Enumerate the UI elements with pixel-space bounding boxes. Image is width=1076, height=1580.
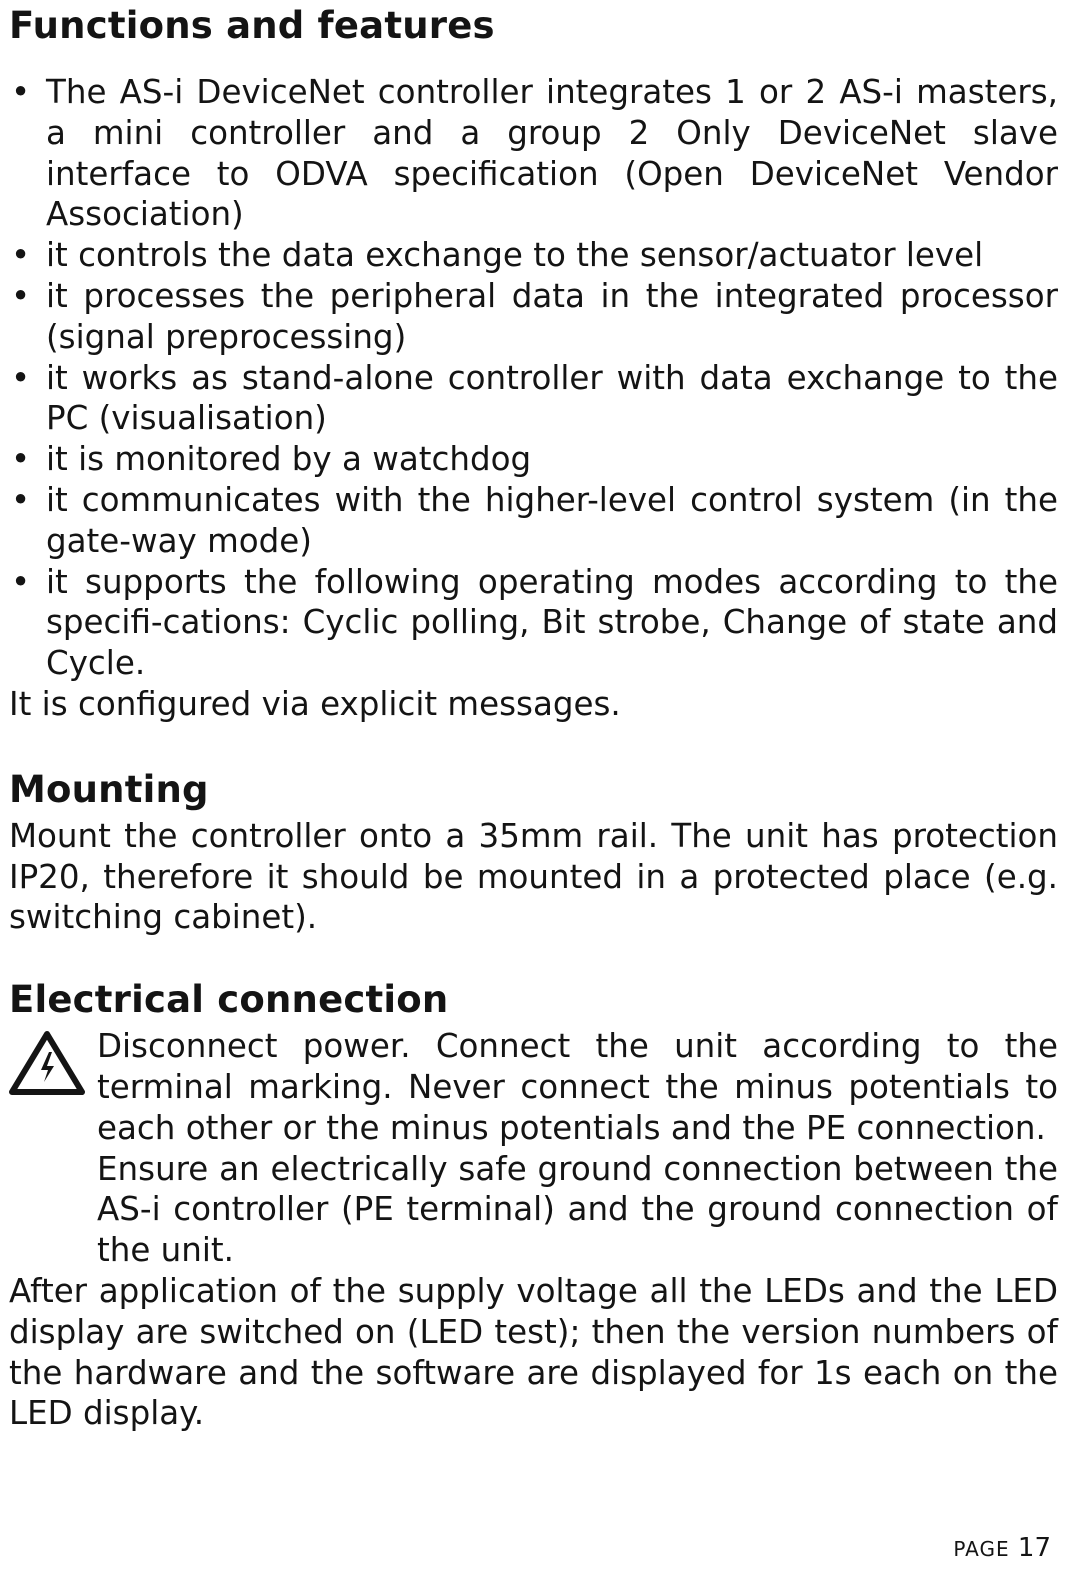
list-item <box>9 358 1058 440</box>
functions-section <box>9 4 1058 725</box>
mounting-heading: Mounting <box>9 767 209 811</box>
page-number-value: 17 <box>1017 1533 1051 1563</box>
bullet-icon: • <box>11 440 31 479</box>
list-item-text: it communicates with the higher-level control system (in the gate-way mode) <box>46 480 1058 560</box>
list-item <box>9 480 1058 562</box>
mounting-text: Mount the controller onto a 35mm rail. The unit has protection IP20, therefore it should be mounted in a protected place (e.g. switching cabinet). <box>9 816 1058 937</box>
list-item-text: it works as stand-alone controller with data exchange to the PC (visualisation) <box>46 358 1058 438</box>
features-list <box>9 72 1058 684</box>
list-item <box>9 562 1058 684</box>
bullet-icon: • <box>11 358 31 397</box>
list-item-text: it controls the data exchange to the sensor/actuator level <box>46 236 984 275</box>
list-item <box>9 276 1058 358</box>
list-item-text: The AS-i DeviceNet controller integrates 1 or 2 AS-i masters, a mini controller and a group 2 Only DeviceNet slave interface to ODVA specification (Open DeviceNet Vendor Association) <box>46 73 1058 234</box>
functions-closing-text: It is configured via explicit messages. <box>9 684 621 723</box>
high-voltage-warning-icon <box>9 1030 85 1096</box>
list-item-text: it processes the peripheral data in the integrated processor (signal preprocessing) <box>46 276 1058 356</box>
mounting-section <box>9 768 1058 938</box>
electrical-section <box>9 978 1058 1434</box>
list-item <box>9 72 1058 235</box>
bullet-icon: • <box>11 276 31 315</box>
bullet-icon: • <box>11 562 31 601</box>
warning-block <box>9 1026 1058 1271</box>
page-number <box>953 1532 1051 1565</box>
electrical-heading: Electrical connection <box>9 978 449 1022</box>
page-label: PAGE <box>953 1537 1010 1561</box>
document-page <box>9 0 1058 1434</box>
warning-text-ground: Ensure an electrically safe ground connection between the AS-i controller (PE terminal) and the ground connection of the unit. <box>97 1149 1058 1270</box>
led-test-text: After application of the supply voltage all the LEDs and the LED display are switched on (LED test); then the version numbers of the hardware and the software are displayed for 1s each on the LED display. <box>9 1271 1058 1433</box>
list-item <box>9 439 1058 480</box>
bullet-icon: • <box>11 73 31 111</box>
functions-heading: Functions and features <box>9 4 495 47</box>
bullet-icon: • <box>11 480 31 519</box>
list-item-text: it is monitored by a watchdog <box>46 440 532 479</box>
list-item <box>9 235 1058 276</box>
warning-text-disconnect: Disconnect power. Connect the unit according to the terminal marking. Never connect the minus potentials to each other or the minus potentials and the PE connection. <box>97 1027 1058 1147</box>
bullet-icon: • <box>11 236 31 275</box>
list-item-text: it supports the following operating modes according to the specifi-cations: Cyclic polling, Bit strobe, Change of state and Cycle. <box>46 562 1058 683</box>
